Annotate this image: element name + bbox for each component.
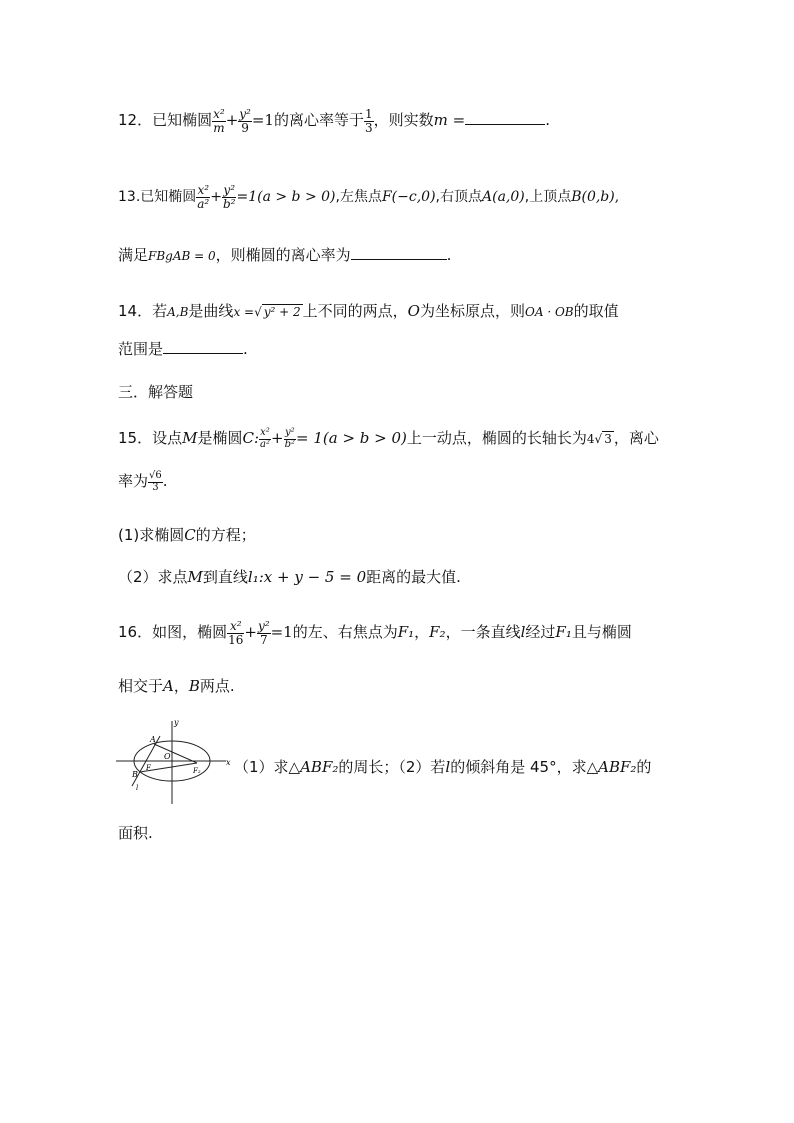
q16-frac-2: $\frac{\text{y²}}{7}$ (257, 619, 270, 647)
label-f: F (146, 764, 151, 772)
q14-dot-product: OA · OB (525, 305, 574, 319)
question-13-line-2: 满足FBgAB = 0，则椭圆的离心率为 . (118, 246, 452, 264)
question-16: 16．如图，椭圆 $\frac{\text{x²}}{16}$ + $\frac{\text{y²}}{7}$ =1的左、右焦点为F₁，F₂，一条直线l经过F₁且与椭圆 (118, 619, 632, 647)
q15-frac-2: $\frac{\text{y²}}{\text{b²}}$ (284, 427, 295, 450)
q12-frac-1: $\frac{\text{x²}}{m}$ (213, 107, 225, 135)
q12-frac-2: $\frac{\text{y²}}{9}$ (239, 107, 251, 135)
q16-frac-1: $\frac{\text{x²}}{16}$ (228, 619, 244, 647)
label-o: O (164, 752, 171, 761)
q12-text-1: 已知椭圆 (152, 111, 213, 130)
question-15: 15．设点M是椭圆C: $\frac{\text{x²}}{\text{a²}}$ + $\frac{\text{y²}}{\text{b²}}$ = 1(a > b > 0)上一动点，椭圆的长轴长为4√ 3 ，离心 (118, 427, 659, 450)
q13-frac-1: $\frac{\text{x²}}{\text{a²}}$ (197, 183, 210, 211)
question-15-part-2: （2）求点M到直线l₁:x + y − 5 = 0距离的最大值. (118, 568, 461, 586)
q15-eccentricity-frac: $\frac{√6}{3}$ (149, 470, 162, 493)
question-16-line-4: 面积. (118, 824, 153, 842)
label-a: A (150, 735, 156, 744)
q12-answer-blank[interactable] (465, 110, 545, 125)
question-15-part-1: (1)求椭圆C的方程； (118, 526, 256, 544)
question-15-line-2: 率为 $\frac{√6}{3}$ . (118, 470, 168, 493)
q12-number: 12． (118, 111, 153, 130)
question-16-line-2: 相交于A，B两点. (118, 677, 235, 695)
q13-answer-blank[interactable] (351, 245, 447, 260)
label-f2: F₂ (193, 767, 201, 775)
question-14: 14．若A,B是曲线x =√ y² + 2 上不同的两点，O为坐标原点，则OA · OB的取值 (118, 302, 619, 320)
label-b: B (132, 770, 138, 779)
question-14-line-2: 范围是 . (118, 340, 248, 358)
label-l: l (136, 784, 139, 792)
label-x: x (226, 758, 231, 767)
ellipse-figure (114, 716, 234, 806)
q13-vector-expression: FBgAB = 0 (148, 249, 216, 263)
question-16-parts: （1）求△ABF₂的周长；（2）若l的倾斜角是 45°，求△ABF₂的 (234, 758, 652, 776)
q12-frac-3: $\frac{1}{3}$ (365, 107, 373, 135)
question-13: 13.已知椭圆 $\frac{\text{x²}}{\text{a²}}$ + $\frac{\text{y²}}{\text{b²}}$ =1(a > b > 0),左焦点F(−c,0),右顶点A(a,0),上顶点B(0,b), (118, 183, 620, 211)
segment-af2 (154, 744, 197, 763)
label-y: y (174, 718, 179, 727)
question-12: 12．已知椭圆 $\frac{\text{x²}}{m}$ + $\frac{\text{y²}}{9}$ =1的离心率等于 $\frac{1}{3}$ ，则实数m = . (118, 107, 550, 135)
q14-answer-blank[interactable] (163, 339, 243, 354)
q15-frac-1: $\frac{\text{x²}}{\text{a²}}$ (260, 427, 270, 450)
q13-frac-2: $\frac{\text{y²}}{\text{b²}}$ (222, 183, 236, 211)
section-heading: 三．解答题 (118, 383, 194, 401)
